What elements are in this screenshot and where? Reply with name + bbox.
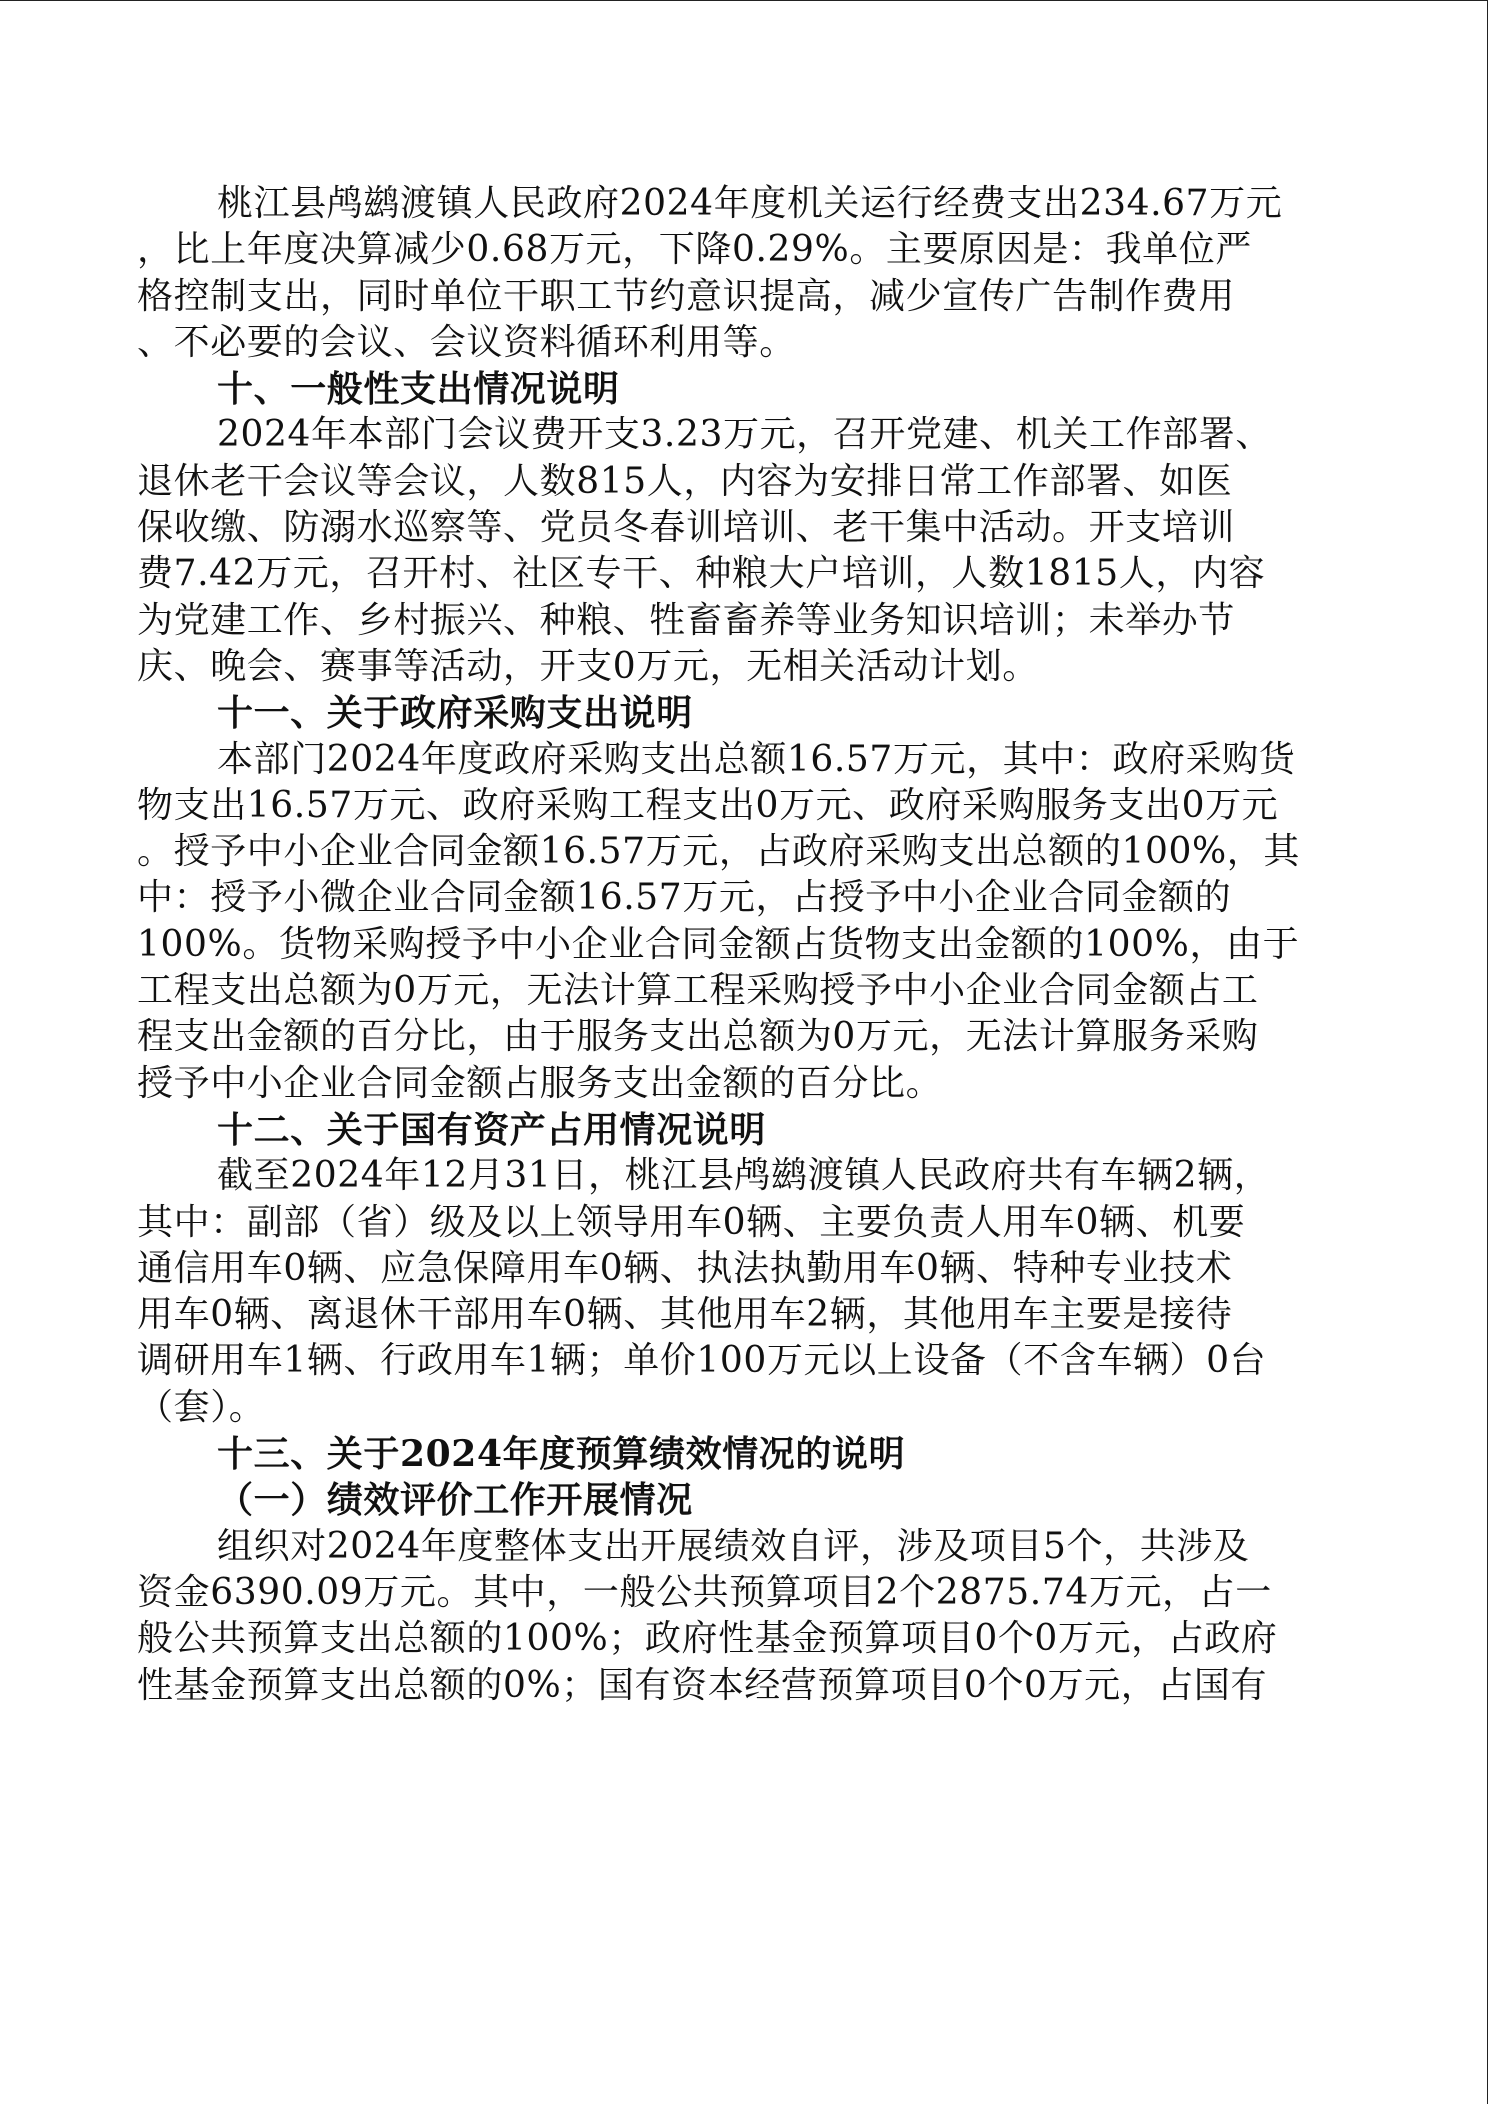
text-line: 程支出金额的百分比，由于服务支出总额为0万元，无法计算服务采购	[137, 1016, 1259, 1058]
text-line: 资金6390.09万元。其中，一般公共预算项目2个2875.74万元，占一	[137, 1571, 1272, 1613]
text-line: 庆、晚会、赛事等活动，开支0万元，无相关活动计划。	[137, 645, 1039, 687]
section-heading: 十二、关于国有资产占用情况说明	[217, 1108, 767, 1151]
text-line: 保收缴、防溺水巡察等、党员冬春训培训、老干集中活动。开支培训	[137, 507, 1236, 549]
text-line: 物支出16.57万元、政府采购工程支出0万元、政府采购服务支出0万元	[137, 784, 1279, 826]
text-line: 授予中小企业合同金额占服务支出金额的百分比。	[137, 1062, 943, 1104]
text-line: 中：授予小微企业合同金额16.57万元，占授予中小企业合同金额的	[137, 877, 1232, 919]
text-line: 。授予中小企业合同金额16.57万元，占政府采购支出总额的100%，其	[137, 831, 1300, 873]
text-line: 般公共预算支出总额的100%；政府性基金预算项目0个0万元，占政府	[137, 1618, 1278, 1660]
text-line: 组织对2024年度整体支出开展绩效自评，涉及项目5个，共涉及	[217, 1525, 1250, 1567]
text-line: 用车0辆、离退休干部用车0辆、其他用车2辆，其他用车主要是接待	[137, 1294, 1233, 1336]
text-line: 格控制支出，同时单位干职工节约意识提高，减少宣传广告制作费用	[137, 275, 1236, 317]
text-line: 为党建工作、乡村振兴、种粮、牲畜畜养等业务知识培训；未举办节	[137, 599, 1236, 641]
text-line: 退休老干会议等会议，人数815人，内容为安排日常工作部署、如医	[137, 460, 1233, 502]
text-line: 费7.42万元，召开村、社区专干、种粮大户培训，人数1815人，内容	[137, 553, 1266, 595]
section-heading: 十、一般性支出情况说明	[217, 368, 620, 411]
text-line: 2024年本部门会议费开支3.23万元，召开党建、机关工作部署、	[217, 414, 1272, 456]
section-heading: 十一、关于政府采购支出说明	[217, 692, 693, 735]
text-line: 本部门2024年度政府采购支出总额16.57万元，其中：政府采购货	[217, 738, 1296, 780]
text-line: （套）。	[137, 1386, 266, 1428]
text-line: 调研用车1辆、行政用车1辆；单价100万元以上设备（不含车辆）0台	[137, 1340, 1267, 1382]
text-line: 其中：副部（省）级及以上领导用车0辆、主要负责人用车0辆、机要	[137, 1201, 1246, 1243]
text-line: 截至2024年12月31日，桃江县鸬鹚渡镇人民政府共有车辆2辆，	[217, 1155, 1271, 1197]
text-line: 100%。货物采购授予中小企业合同金额占货物支出金额的100%，由于	[137, 923, 1300, 965]
document-body	[137, 181, 1353, 1709]
text-line: 、不必要的会议、会议资料循环利用等。	[137, 321, 796, 363]
text-line: 工程支出总额为0万元，无法计算工程采购授予中小企业合同金额占工	[137, 970, 1259, 1012]
text-line: ，比上年度决算减少0.68万元，下降0.29%。主要原因是：我单位严	[137, 229, 1252, 271]
text-line: 桃江县鸬鹚渡镇人民政府2024年度机关运行经费支出234.67万元	[217, 183, 1283, 224]
text-line: 性基金预算支出总额的0%；国有资本经营预算项目0个0万元，占国有	[137, 1664, 1268, 1706]
section-heading: （一）绩效评价工作开展情况	[217, 1479, 693, 1522]
text-line: 通信用车0辆、应急保障用车0辆、执法执勤用车0辆、特种专业技术	[137, 1247, 1233, 1289]
section-heading: 十三、关于2024年度预算绩效情况的说明	[217, 1433, 906, 1476]
